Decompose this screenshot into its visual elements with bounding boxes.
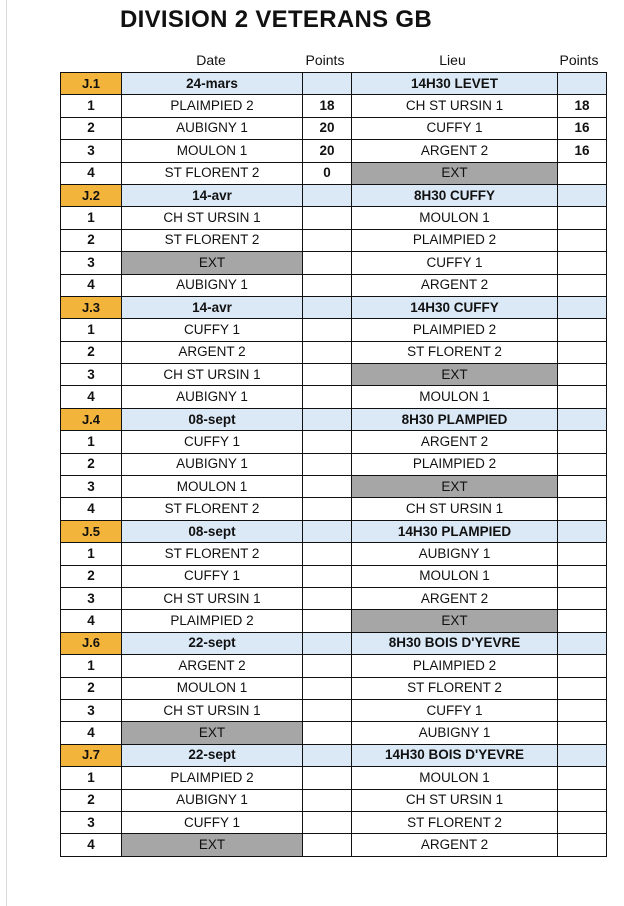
away-team: MOULON 1 <box>352 207 558 229</box>
away-team: CUFFY 1 <box>352 117 558 139</box>
round-points-away-empty <box>558 408 607 430</box>
match-number: 2 <box>61 341 122 363</box>
home-team: PLAIMPIED 2 <box>122 610 303 632</box>
away-points <box>558 610 607 632</box>
round-points-away-empty <box>558 184 607 206</box>
away-points <box>558 252 607 274</box>
match-number: 2 <box>61 565 122 587</box>
away-points <box>558 341 607 363</box>
home-points <box>303 252 352 274</box>
away-team: CUFFY 1 <box>352 699 558 721</box>
match-number: 4 <box>61 162 122 184</box>
away-team: AUBIGNY 1 <box>352 543 558 565</box>
away-points <box>558 789 607 811</box>
home-team: EXT <box>122 252 303 274</box>
page-title: DIVISION 2 VETERANS GB <box>120 6 432 33</box>
away-points: 16 <box>558 140 607 162</box>
away-points <box>558 229 607 251</box>
away-team: EXT <box>352 476 558 498</box>
match-number: 4 <box>61 386 122 408</box>
home-points <box>303 722 352 744</box>
home-points <box>303 386 352 408</box>
match-number: 1 <box>61 95 122 117</box>
match-number: 2 <box>61 229 122 251</box>
away-points <box>558 453 607 475</box>
round-header-row <box>61 408 607 430</box>
match-number: 3 <box>61 811 122 833</box>
match-number: 2 <box>61 789 122 811</box>
away-points <box>558 565 607 587</box>
home-points <box>303 610 352 632</box>
match-row <box>61 386 607 408</box>
home-points <box>303 543 352 565</box>
header-lieu: Lieu <box>439 52 466 68</box>
match-row <box>61 229 607 251</box>
match-row <box>61 117 607 139</box>
round-label: J.7 <box>61 744 122 766</box>
home-team: CUFFY 1 <box>122 431 303 453</box>
round-label: J.1 <box>61 73 122 95</box>
match-row <box>61 453 607 475</box>
round-points-home-empty <box>303 520 352 542</box>
away-team: PLAIMPIED 2 <box>352 229 558 251</box>
round-points-away-empty <box>558 632 607 654</box>
round-date: 08-sept <box>122 408 303 430</box>
home-team: AUBIGNY 1 <box>122 117 303 139</box>
round-header-row <box>61 744 607 766</box>
round-label: J.5 <box>61 520 122 542</box>
away-points <box>558 207 607 229</box>
away-points <box>558 543 607 565</box>
match-row <box>61 319 607 341</box>
away-points <box>558 431 607 453</box>
round-venue: 8H30 BOIS D'YEVRE <box>352 632 558 654</box>
home-team: EXT <box>122 834 303 856</box>
home-points <box>303 341 352 363</box>
away-team: MOULON 1 <box>352 767 558 789</box>
round-header-row <box>61 73 607 95</box>
home-points <box>303 364 352 386</box>
home-points <box>303 207 352 229</box>
home-team: EXT <box>122 722 303 744</box>
match-number: 1 <box>61 543 122 565</box>
home-team: AUBIGNY 1 <box>122 274 303 296</box>
match-row <box>61 587 607 609</box>
home-team: AUBIGNY 1 <box>122 453 303 475</box>
match-number: 3 <box>61 699 122 721</box>
home-points: 20 <box>303 117 352 139</box>
away-points <box>558 834 607 856</box>
round-date: 14-avr <box>122 184 303 206</box>
home-points <box>303 319 352 341</box>
round-date: 14-avr <box>122 296 303 318</box>
match-row <box>61 252 607 274</box>
match-number: 4 <box>61 834 122 856</box>
away-team: ARGENT 2 <box>352 587 558 609</box>
match-row <box>61 610 607 632</box>
home-points: 0 <box>303 162 352 184</box>
home-points <box>303 789 352 811</box>
away-team: ARGENT 2 <box>352 431 558 453</box>
away-points <box>558 655 607 677</box>
match-row <box>61 431 607 453</box>
home-team: ST FLORENT 2 <box>122 543 303 565</box>
match-number: 1 <box>61 655 122 677</box>
home-points: 20 <box>303 140 352 162</box>
home-team: AUBIGNY 1 <box>122 789 303 811</box>
match-number: 3 <box>61 252 122 274</box>
home-points <box>303 498 352 520</box>
match-number: 1 <box>61 319 122 341</box>
round-header-row <box>61 296 607 318</box>
away-points <box>558 767 607 789</box>
round-points-away-empty <box>558 73 607 95</box>
home-team: ARGENT 2 <box>122 341 303 363</box>
home-team: MOULON 1 <box>122 140 303 162</box>
match-row <box>61 162 607 184</box>
away-team: ARGENT 2 <box>352 834 558 856</box>
match-number: 1 <box>61 767 122 789</box>
match-number: 3 <box>61 476 122 498</box>
away-points <box>558 699 607 721</box>
home-team: CH ST URSIN 1 <box>122 587 303 609</box>
match-row <box>61 476 607 498</box>
round-date: 22-sept <box>122 632 303 654</box>
away-points: 16 <box>558 117 607 139</box>
round-points-away-empty <box>558 296 607 318</box>
round-venue: 14H30 BOIS D'YEVRE <box>352 744 558 766</box>
round-points-home-empty <box>303 632 352 654</box>
match-number: 3 <box>61 364 122 386</box>
home-points <box>303 274 352 296</box>
header-date: Date <box>196 52 226 68</box>
home-team: CH ST URSIN 1 <box>122 699 303 721</box>
round-date: 08-sept <box>122 520 303 542</box>
match-row <box>61 677 607 699</box>
away-team: ST FLORENT 2 <box>352 811 558 833</box>
away-points <box>558 364 607 386</box>
home-team: MOULON 1 <box>122 476 303 498</box>
match-number: 1 <box>61 207 122 229</box>
match-number: 2 <box>61 453 122 475</box>
home-team: CUFFY 1 <box>122 565 303 587</box>
away-team: EXT <box>352 610 558 632</box>
home-team: MOULON 1 <box>122 677 303 699</box>
schedule-body <box>61 73 607 857</box>
away-points <box>558 476 607 498</box>
match-number: 2 <box>61 677 122 699</box>
home-points <box>303 767 352 789</box>
round-label: J.6 <box>61 632 122 654</box>
home-points <box>303 677 352 699</box>
match-row <box>61 811 607 833</box>
match-row <box>61 767 607 789</box>
match-row <box>61 722 607 744</box>
header-points-away: Points <box>559 52 599 68</box>
column-headers <box>60 52 602 70</box>
round-header-row <box>61 632 607 654</box>
match-row <box>61 789 607 811</box>
away-team: ARGENT 2 <box>352 274 558 296</box>
away-points <box>558 722 607 744</box>
away-points <box>558 274 607 296</box>
round-points-home-empty <box>303 408 352 430</box>
home-team: PLAIMPIED 2 <box>122 95 303 117</box>
match-number: 4 <box>61 498 122 520</box>
match-row <box>61 341 607 363</box>
home-points <box>303 476 352 498</box>
round-venue: 14H30 CUFFY <box>352 296 558 318</box>
round-venue: 8H30 CUFFY <box>352 184 558 206</box>
away-points <box>558 162 607 184</box>
schedule-table <box>60 72 607 857</box>
match-number: 3 <box>61 587 122 609</box>
home-team: CH ST URSIN 1 <box>122 207 303 229</box>
match-row <box>61 95 607 117</box>
home-team: ST FLORENT 2 <box>122 498 303 520</box>
header-points-home: Points <box>305 52 345 68</box>
home-points <box>303 229 352 251</box>
round-label: J.3 <box>61 296 122 318</box>
away-points <box>558 319 607 341</box>
round-venue: 8H30 PLAMPIED <box>352 408 558 430</box>
round-points-home-empty <box>303 73 352 95</box>
home-points <box>303 834 352 856</box>
home-points <box>303 699 352 721</box>
home-team: ARGENT 2 <box>122 655 303 677</box>
away-points: 18 <box>558 95 607 117</box>
away-team: PLAIMPIED 2 <box>352 453 558 475</box>
round-points-home-empty <box>303 296 352 318</box>
match-number: 4 <box>61 274 122 296</box>
away-team: AUBIGNY 1 <box>352 722 558 744</box>
away-points <box>558 811 607 833</box>
round-venue: 14H30 LEVET <box>352 73 558 95</box>
match-row <box>61 140 607 162</box>
round-date: 22-sept <box>122 744 303 766</box>
away-team: PLAIMPIED 2 <box>352 655 558 677</box>
home-points <box>303 811 352 833</box>
round-points-away-empty <box>558 744 607 766</box>
match-number: 3 <box>61 140 122 162</box>
match-row <box>61 834 607 856</box>
home-team: ST FLORENT 2 <box>122 162 303 184</box>
away-team: CH ST URSIN 1 <box>352 95 558 117</box>
away-team: MOULON 1 <box>352 565 558 587</box>
round-venue: 14H30 PLAMPIED <box>352 520 558 542</box>
home-team: PLAIMPIED 2 <box>122 767 303 789</box>
match-row <box>61 498 607 520</box>
home-team: CUFFY 1 <box>122 319 303 341</box>
home-points <box>303 431 352 453</box>
home-team: CH ST URSIN 1 <box>122 364 303 386</box>
away-points <box>558 386 607 408</box>
match-number: 4 <box>61 722 122 744</box>
match-row <box>61 543 607 565</box>
round-points-home-empty <box>303 744 352 766</box>
match-row <box>61 565 607 587</box>
home-team: AUBIGNY 1 <box>122 386 303 408</box>
match-row <box>61 274 607 296</box>
away-points <box>558 498 607 520</box>
round-header-row <box>61 520 607 542</box>
home-team: ST FLORENT 2 <box>122 229 303 251</box>
away-team: CUFFY 1 <box>352 252 558 274</box>
away-points <box>558 677 607 699</box>
home-points <box>303 655 352 677</box>
round-points-home-empty <box>303 184 352 206</box>
match-number: 1 <box>61 431 122 453</box>
page-edge-divider <box>6 0 7 906</box>
round-label: J.4 <box>61 408 122 430</box>
away-team: PLAIMPIED 2 <box>352 319 558 341</box>
match-row <box>61 364 607 386</box>
away-team: ARGENT 2 <box>352 140 558 162</box>
away-team: ST FLORENT 2 <box>352 677 558 699</box>
away-team: EXT <box>352 364 558 386</box>
match-number: 4 <box>61 610 122 632</box>
round-date: 24-mars <box>122 73 303 95</box>
match-row <box>61 207 607 229</box>
round-points-away-empty <box>558 520 607 542</box>
round-label: J.2 <box>61 184 122 206</box>
home-points: 18 <box>303 95 352 117</box>
home-points <box>303 587 352 609</box>
away-team: MOULON 1 <box>352 386 558 408</box>
match-row <box>61 699 607 721</box>
home-points <box>303 453 352 475</box>
away-team: EXT <box>352 162 558 184</box>
home-points <box>303 565 352 587</box>
away-team: CH ST URSIN 1 <box>352 498 558 520</box>
away-points <box>558 587 607 609</box>
match-number: 2 <box>61 117 122 139</box>
away-team: ST FLORENT 2 <box>352 341 558 363</box>
round-header-row <box>61 184 607 206</box>
home-team: CUFFY 1 <box>122 811 303 833</box>
match-row <box>61 655 607 677</box>
away-team: CH ST URSIN 1 <box>352 789 558 811</box>
